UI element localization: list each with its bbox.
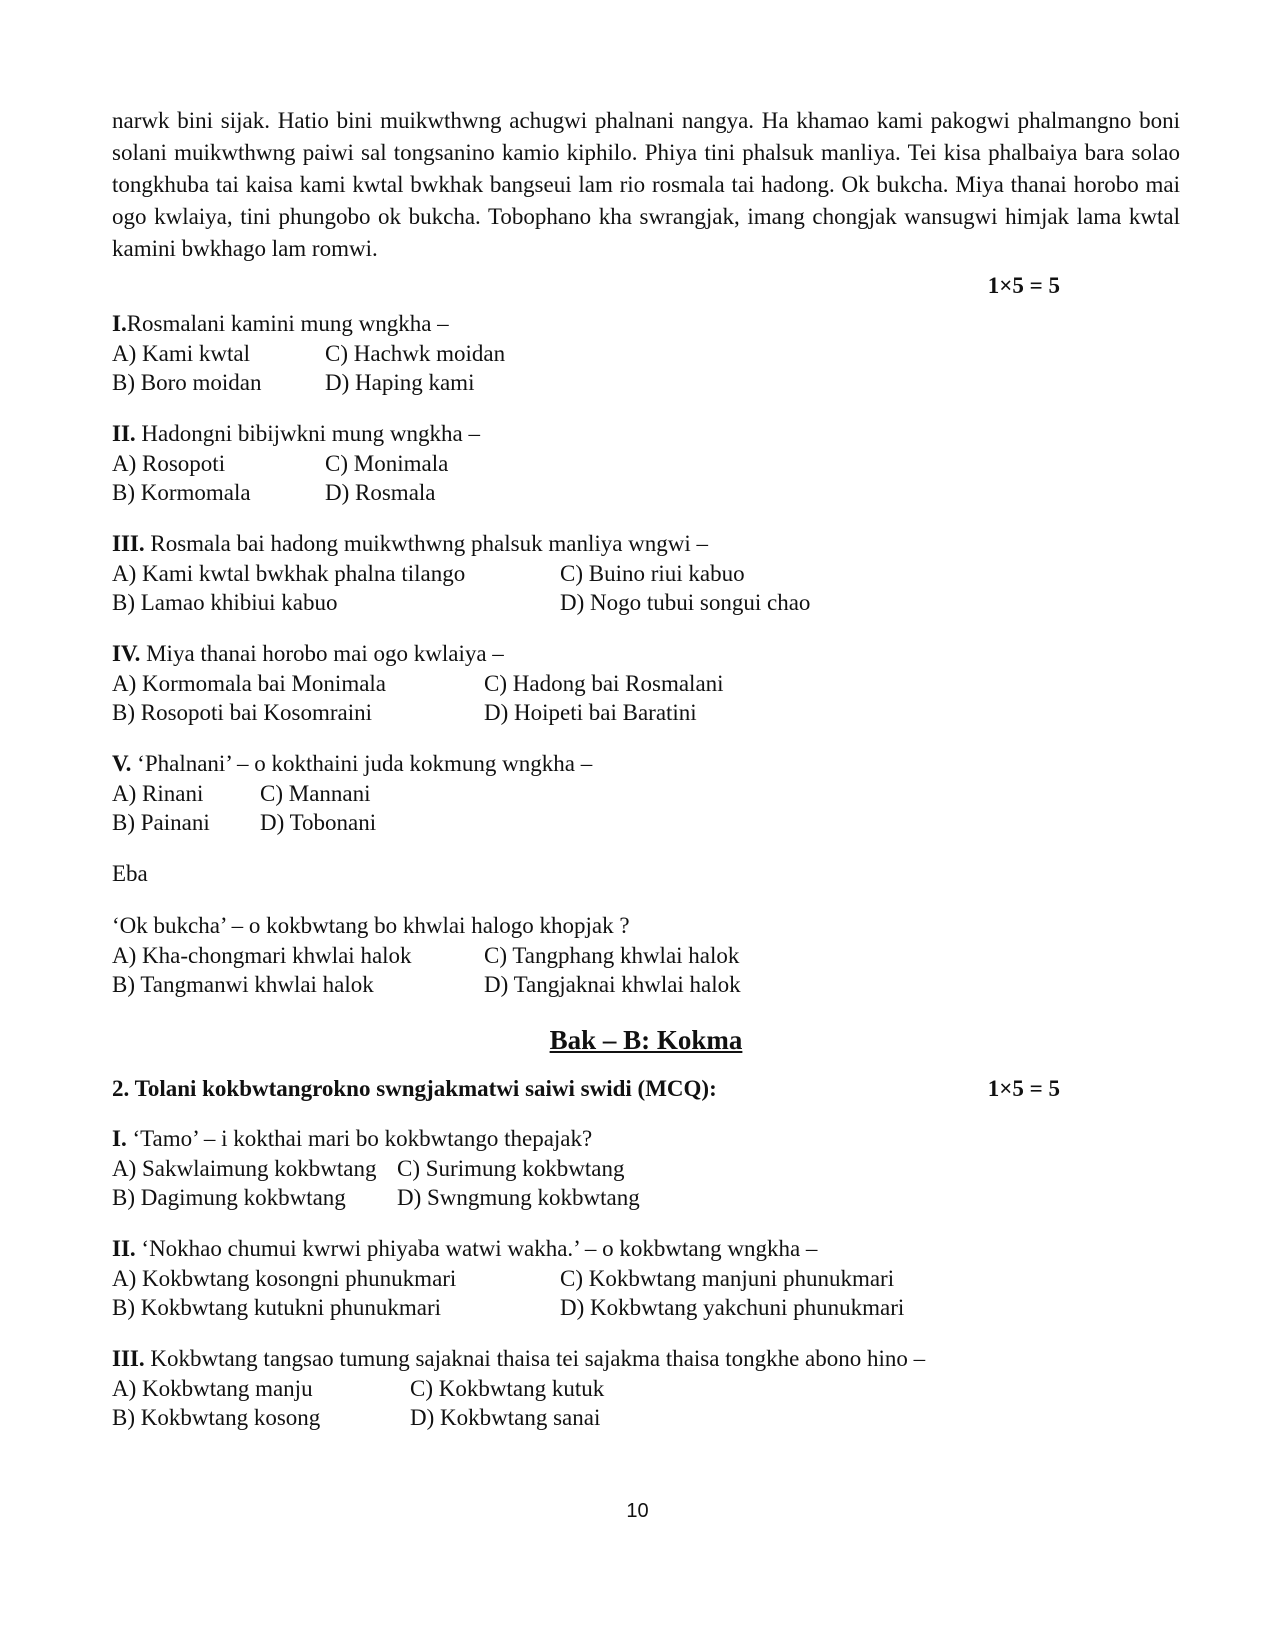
options	[112, 779, 1180, 837]
option-c: C) Hadong bai Rosmalani	[484, 671, 724, 696]
option-b: B) Lamao khibiui kabuo	[112, 590, 338, 615]
option-b: B) Painani	[112, 810, 210, 835]
section-b-title: Bak – B: Kokma	[549, 1025, 743, 1055]
option-b: B) Tangmanwi khwlai halok	[112, 972, 374, 997]
q2-heading-row	[112, 1074, 1180, 1104]
option-c: C) Buino riui kabuo	[560, 561, 745, 586]
question-number: V.	[112, 751, 132, 776]
question-stem: Hadongni bibijwkni mung wngkha –	[135, 421, 480, 446]
question-stem: Rosmala bai hadong muikwthwng phalsuk manliya wngwi –	[144, 531, 709, 556]
option-c: C) Kokbwtang manjuni phunukmari	[560, 1266, 895, 1291]
option-d: D) Tobonani	[260, 810, 377, 835]
option-d: D) Tangjaknai khwlai halok	[484, 972, 741, 997]
document-page	[112, 105, 1180, 1432]
q2-marks: 1×5 = 5	[987, 1076, 1060, 1101]
question-number: II.	[112, 1236, 136, 1261]
option-b: B) Kormomala	[112, 480, 251, 505]
question-b-2	[112, 1234, 1180, 1322]
question-stem: Miya thanai horobo mai ogo kwlaiya –	[140, 641, 504, 666]
question-number: IV.	[112, 641, 141, 666]
question-stem: Kokbwtang tangsao tumung sajaknai thaisa tei sajakma thaisa tongkhe abono hino –	[144, 1346, 926, 1371]
question-b-1	[112, 1124, 1180, 1212]
q2-heading: 2. Tolani kokbwtangrokno swngjakmatwi saiwi swidi (MCQ):	[112, 1076, 717, 1101]
question-a-5	[112, 749, 1180, 837]
question-number: III.	[112, 1346, 145, 1371]
option-a: A) Kokbwtang kosongni phunukmari	[112, 1266, 457, 1291]
option-d: D) Hoipeti bai Baratini	[484, 700, 697, 725]
option-b: B) Rosopoti bai Kosomraini	[112, 700, 373, 725]
option-c: C) Hachwk moidan	[325, 341, 506, 366]
question-stem: ‘Tamo’ – i kokthai mari bo kokbwtango thepajak?	[126, 1126, 593, 1151]
options	[112, 1154, 1180, 1212]
option-b: B) Dagimung kokbwtang	[112, 1185, 346, 1210]
question-stem: ‘Phalnani’ – o kokthaini juda kokmung wngkha –	[131, 751, 593, 776]
option-d: D) Swngmung kokbwtang	[397, 1185, 640, 1210]
option-c: C) Tangphang khwlai halok	[484, 943, 740, 968]
question-number: I.	[112, 311, 127, 336]
options	[112, 449, 1180, 507]
options	[112, 669, 1180, 727]
question-number: I.	[112, 1126, 127, 1151]
option-d: D) Rosmala	[325, 480, 436, 505]
question-number: II.	[112, 421, 136, 446]
option-d: D) Kokbwtang sanai	[410, 1405, 601, 1430]
option-a: A) Kormomala bai Monimala	[112, 671, 387, 696]
question-number: III.	[112, 531, 145, 556]
options	[112, 1374, 1180, 1432]
option-c: C) Monimala	[325, 451, 449, 476]
question-stem: Rosmalani kamini mung wngkha –	[126, 311, 449, 336]
option-b: B) Kokbwtang kosong	[112, 1405, 321, 1430]
option-c: C) Kokbwtang kutuk	[410, 1376, 605, 1401]
alternative-question	[112, 911, 1180, 999]
option-a: A) Kami kwtal	[112, 341, 250, 366]
options	[112, 339, 1180, 397]
option-b: B) Kokbwtang kutukni phunukmari	[112, 1295, 441, 1320]
option-d: D) Haping kami	[325, 370, 475, 395]
question-a-4	[112, 639, 1180, 727]
question-stem: ‘Ok bukcha’ – o kokbwtang bo khwlai halogo khopjak ?	[112, 913, 630, 938]
options	[112, 941, 1180, 999]
options	[112, 1264, 1180, 1322]
option-a: A) Kha-chongmari khwlai halok	[112, 943, 412, 968]
page-number: 10	[626, 1500, 649, 1522]
question-a-1	[112, 309, 1180, 397]
option-c: C) Surimung kokbwtang	[397, 1156, 625, 1181]
passage-text: narwk bini sijak. Hatio bini muikwthwng achugwi phalnani nangya. Ha khamao kami pakogwi phalmangno boni solani muikwthwng paiwi sal tongsanino kamio kiphilo. Phiya tini phalsuk manliya. Tei kisa phalbaiya bara solao tongkhuba tai kaisa kami kwtal bwkhak bangseui lam rio rosmala tai hadong. Ok bukcha. Miya thanai horobo mai ogo kwlaiya, tini phungobo ok bukcha. Tobophano kha swrangjak, imang chongjak wansugwi himjak lama kwtal kamini bwkhago lam romwi.	[112, 108, 1180, 261]
option-a: A) Rosopoti	[112, 451, 226, 476]
section-a-marks: 1×5 = 5	[987, 273, 1060, 298]
option-d: D) Nogo tubui songui chao	[560, 590, 811, 615]
option-a: A) Kokbwtang manju	[112, 1376, 313, 1401]
option-b: B) Boro moidan	[112, 370, 262, 395]
options	[112, 559, 1180, 617]
option-a: A) Sakwlaimung kokbwtang	[112, 1156, 377, 1181]
option-a: A) Rinani	[112, 781, 204, 806]
option-c: C) Mannani	[260, 781, 371, 806]
question-b-3	[112, 1344, 1180, 1432]
or-label: Eba	[112, 861, 148, 886]
question-a-2	[112, 419, 1180, 507]
question-stem: ‘Nokhao chumui kwrwi phiyaba watwi wakha.’ – o kokbwtang wngkha –	[135, 1236, 818, 1261]
option-a: A) Kami kwtal bwkhak phalna tilango	[112, 561, 466, 586]
option-d: D) Kokbwtang yakchuni phunukmari	[560, 1295, 905, 1320]
question-a-3	[112, 529, 1180, 617]
